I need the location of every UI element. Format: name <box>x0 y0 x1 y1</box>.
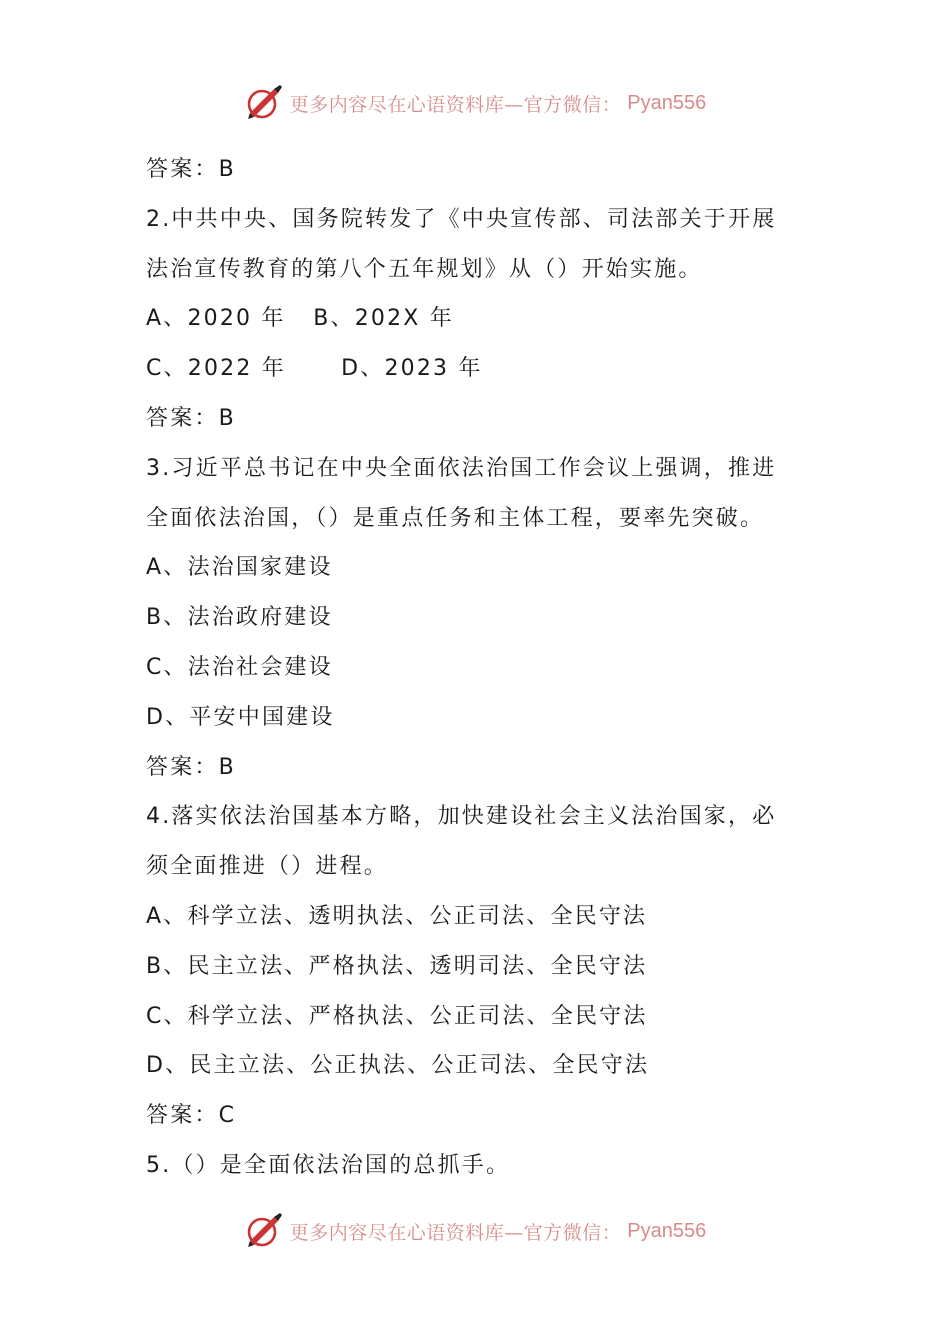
question-2-options-cd: C、2022 年 D、2023 年 <box>146 356 483 382</box>
watermark-wechat-id: Pyan556 <box>627 91 707 114</box>
question-4-option-b: B、民主立法、严格执法、透明司法、全民守法 <box>146 953 648 979</box>
question-4-line-2: 须全面推进（）进程。 <box>146 854 389 880</box>
question-5-line-1: 5.（）是全面依法治国的总抓手。 <box>146 1152 511 1178</box>
question-4-option-d: D、民主立法、公正执法、公正司法、全民守法 <box>146 1053 650 1079</box>
footer-watermark <box>0 1211 950 1251</box>
question-3-option-b: B、法治政府建设 <box>146 605 333 631</box>
watermark-text: 更多内容尽在心语资料库—官方微信： <box>289 93 622 116</box>
answer-line: 答案：B <box>146 405 236 431</box>
question-3-option-c: C、法治社会建设 <box>146 654 333 680</box>
watermark-wechat-id: Pyan556 <box>627 1219 707 1242</box>
question-4-line-1: 4.落实依法治国基本方略，加快建设社会主义法治国家，必 <box>146 804 777 830</box>
question-2-line-2: 法治宣传教育的第八个五年规划》从（）开始实施。 <box>146 256 703 282</box>
header-watermark <box>0 83 950 123</box>
question-4-option-a: A、科学立法、透明执法、公正司法、全民守法 <box>146 903 648 929</box>
pen-logo-icon <box>244 1211 284 1251</box>
question-3-line-2: 全面依法治国，（）是重点任务和主体工程，要率先突破。 <box>146 505 765 531</box>
pen-logo-icon <box>244 83 284 123</box>
question-3-option-d: D、平安中国建设 <box>146 704 335 730</box>
question-3-option-a: A、法治国家建设 <box>146 555 333 581</box>
answer-line: 答案：B <box>146 157 236 182</box>
question-content <box>146 145 826 1191</box>
question-3-line-1: 3.习近平总书记在中央全面依法治国工作会议上强调，推进 <box>146 455 777 481</box>
question-2-options-ab: A、2020 年 B、202X 年 <box>146 306 454 332</box>
question-2-line-1: 2.中共中央、国务院转发了《中央宣传部、司法部关于开展 <box>146 206 777 232</box>
question-4-option-c: C、科学立法、严格执法、公正司法、全民守法 <box>146 1003 648 1029</box>
answer-line: 答案：B <box>146 754 236 780</box>
answer-line: 答案：C <box>146 1103 237 1129</box>
watermark-text: 更多内容尽在心语资料库—官方微信： <box>289 1221 622 1244</box>
